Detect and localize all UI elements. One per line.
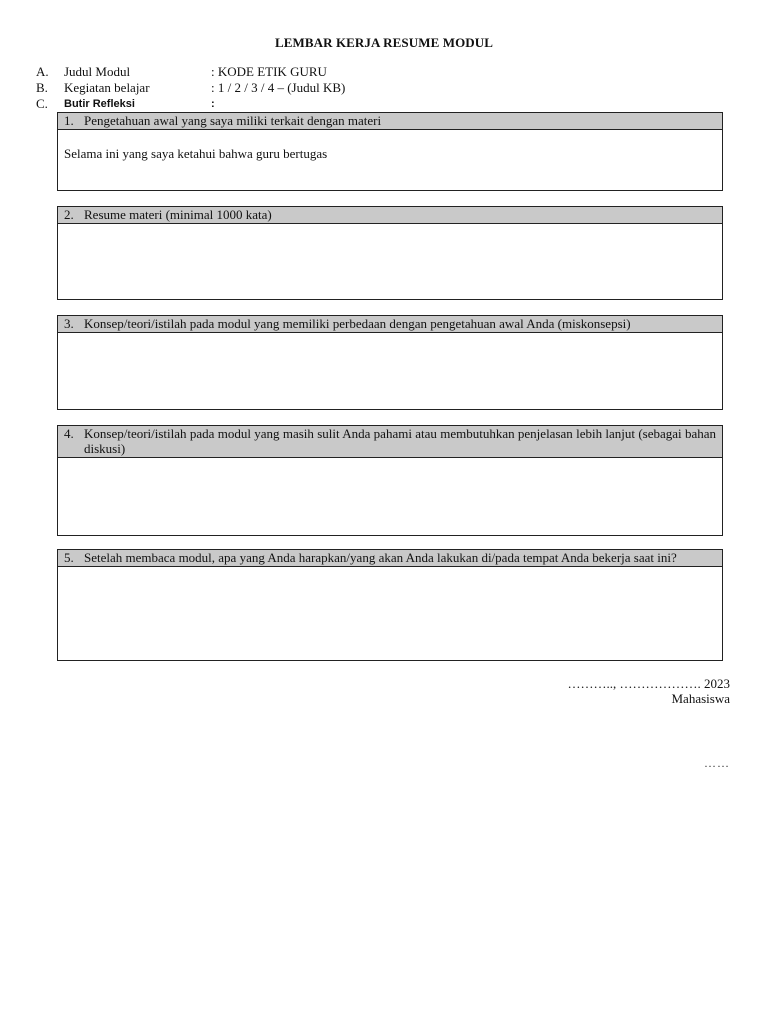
section-2-box — [57, 206, 723, 300]
section-heading — [58, 550, 722, 567]
section-number: 2. — [64, 207, 74, 222]
signature-date-line: ……….., ………………. 2023 — [567, 676, 730, 691]
section-heading — [58, 113, 722, 130]
meta-letter: A. — [36, 64, 49, 79]
section-heading-text: Konsep/teori/istilah pada modul yang masih sulit Anda pahami atau membutuhkan penjelasan lebih lanjut (sebagai bahan diskusi) — [84, 426, 716, 456]
section-heading-text: Konsep/teori/istilah pada modul yang memiliki perbedaan dengan pengetahuan awal Anda (miskonsepsi) — [84, 316, 631, 331]
section-4-box — [57, 425, 723, 536]
section-heading — [58, 316, 722, 333]
section-heading-text: Setelah membaca modul, apa yang Anda harapkan/yang akan Anda lakukan di/pada tempat Anda bekerja saat ini? — [84, 550, 677, 565]
meta-value: : 1 / 2 / 3 / 4 – (Judul KB) — [211, 80, 346, 95]
section-heading — [58, 426, 722, 458]
signature-name-placeholder: …… — [704, 756, 730, 770]
section-content: Selama ini yang saya ketahui bahwa guru bertugas — [64, 146, 328, 161]
section-number: 5. — [64, 550, 74, 565]
meta-letter: B. — [36, 80, 48, 95]
section-heading-text: Resume materi (minimal 1000 kata) — [84, 207, 272, 222]
section-number: 4. — [64, 426, 74, 441]
section-5-box — [57, 549, 723, 661]
section-3-box — [57, 315, 723, 410]
section-1-box — [57, 112, 723, 191]
meta-label: Judul Modul — [64, 64, 131, 79]
section-number: 3. — [64, 316, 74, 331]
section-heading-text: Pengetahuan awal yang saya miliki terkait dengan materi — [84, 113, 382, 128]
section-heading — [58, 207, 722, 224]
meta-value: : KODE ETIK GURU — [211, 64, 327, 79]
meta-label: Butir Refleksi — [64, 98, 135, 110]
signature-role: Mahasiswa — [671, 691, 730, 706]
section-number: 1. — [64, 113, 74, 128]
meta-letter: C. — [36, 96, 48, 111]
meta-value: : — [211, 98, 215, 110]
meta-label: Kegiatan belajar — [64, 80, 150, 95]
document-title: LEMBAR KERJA RESUME MODUL — [274, 35, 494, 50]
section-body[interactable] — [58, 146, 722, 162]
